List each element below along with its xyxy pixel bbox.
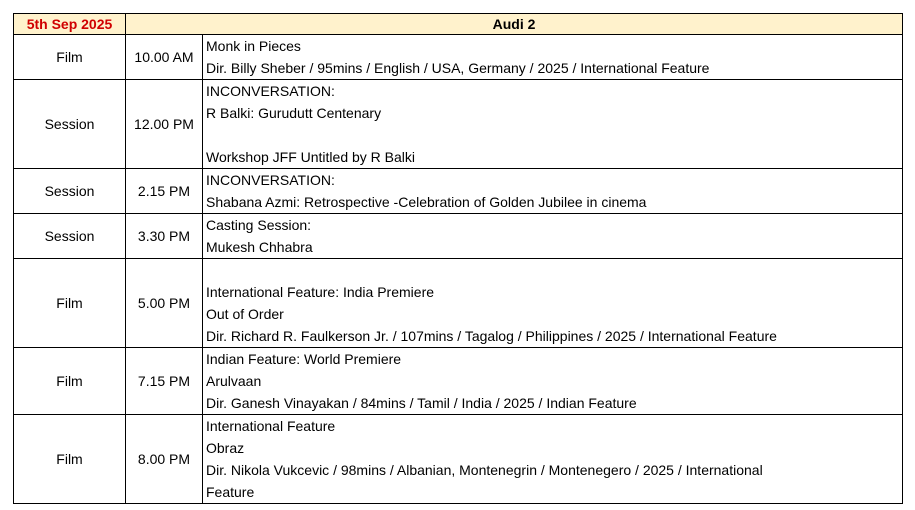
detail-line: Dir. Nikola Vukcevic / 98mins / Albanian, Montenegrin / Montenegero / 2025 / International — [206, 462, 763, 478]
detail-line: Obraz — [206, 440, 245, 456]
event-time: 10.00 AM — [126, 35, 203, 80]
event-details — [203, 415, 903, 504]
schedule-table — [13, 13, 903, 504]
table-row — [14, 348, 903, 415]
detail-line — [206, 259, 899, 281]
detail-line: Feature — [206, 484, 255, 500]
detail-line: Workshop JFF Untitled by R Balki — [206, 149, 416, 165]
header-row — [14, 14, 903, 35]
event-type: Film — [14, 35, 126, 80]
detail-line: INCONVERSATION: — [206, 83, 335, 99]
event-time: 5.00 PM — [126, 259, 203, 348]
table-row — [14, 35, 903, 80]
event-details — [203, 35, 903, 80]
event-details — [203, 259, 903, 348]
detail-line: Monk in Pieces — [206, 38, 301, 54]
date-header: 5th Sep 2025 — [14, 14, 126, 35]
table-row — [14, 169, 903, 214]
detail-line: International Feature: India Premiere — [206, 284, 435, 300]
event-details — [203, 80, 903, 169]
table-row — [14, 415, 903, 504]
event-type: Film — [14, 415, 126, 504]
event-time: 3.30 PM — [126, 214, 203, 259]
event-type: Film — [14, 259, 126, 348]
detail-line: Dir. Ganesh Vinayakan / 84mins / Tamil / India / 2025 / Indian Feature — [206, 395, 637, 411]
detail-line: Shabana Azmi: Retrospective -Celebration of Golden Jubilee in cinema — [206, 194, 647, 210]
detail-line — [206, 124, 899, 146]
event-type: Film — [14, 348, 126, 415]
event-details — [203, 214, 903, 259]
table-row — [14, 214, 903, 259]
event-type: Session — [14, 214, 126, 259]
event-details — [203, 169, 903, 214]
event-type: Session — [14, 80, 126, 169]
detail-line: Arulvaan — [206, 373, 262, 389]
venue-header: Audi 2 — [126, 14, 903, 35]
detail-line: Out of Order — [206, 306, 284, 322]
detail-line: INCONVERSATION: — [206, 172, 335, 188]
event-time: 8.00 PM — [126, 415, 203, 504]
event-time: 7.15 PM — [126, 348, 203, 415]
event-time: 12.00 PM — [126, 80, 203, 169]
detail-line: Casting Session: — [206, 217, 312, 233]
detail-line: Indian Feature: World Premiere — [206, 351, 402, 367]
detail-line: Mukesh Chhabra — [206, 239, 313, 255]
event-time: 2.15 PM — [126, 169, 203, 214]
table-row — [14, 259, 903, 348]
detail-line: R Balki: Gurudutt Centenary — [206, 105, 382, 121]
event-type: Session — [14, 169, 126, 214]
detail-line: Dir. Billy Sheber / 95mins / English / USA, Germany / 2025 / International Feature — [206, 60, 710, 76]
table-row — [14, 80, 903, 169]
detail-line: International Feature — [206, 418, 336, 434]
event-details — [203, 348, 903, 415]
detail-line: Dir. Richard R. Faulkerson Jr. / 107mins / Tagalog / Philippines / 2025 / International Feature — [206, 328, 777, 344]
